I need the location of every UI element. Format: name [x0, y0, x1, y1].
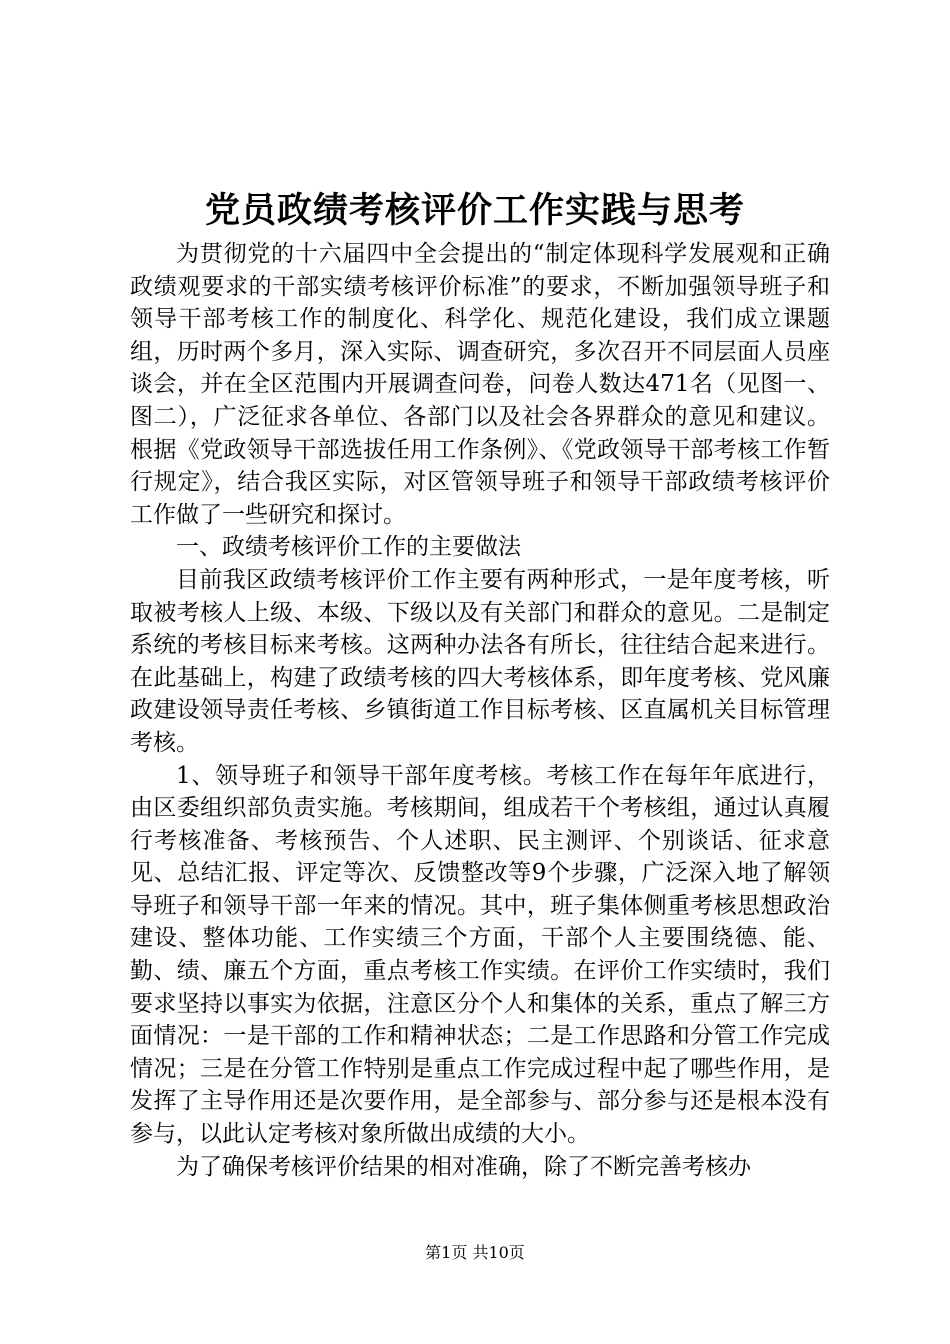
paragraph: 为贯彻党的十六届四中全会提出的“制定体现科学发展观和正确政绩观要求的干部实绩考核评价标准”的要求，不断加强领导班子和领导干部考核工作的制度化、科学化、规范化建设，我们成立课题组，历时两个多月，深入实际、调查研究，多次召开不同层面人员座谈会，并在全区范围内开展调查问卷，问卷人数达471名（见图一、图二），广泛征求各单位、各部门以及社会各界群众的意见和建议。根据《党政领导干部选拔任用工作条例》、《党政领导干部考核工作暂行规定》，结合我区实际，对区管领导班子和领导干部政绩考核评价工作做了一些研究和探讨。 [130, 241, 830, 528]
section-heading: 一、政绩考核评价工作的主要做法 [176, 534, 521, 561]
paragraph: 为了确保考核评价结果的相对准确，除了不断完善考核办 [176, 1153, 751, 1180]
document-title: 党员政绩考核评价工作实践与思考 [204, 190, 745, 231]
page-number-footer: 第1页 共10页 [425, 1243, 525, 1262]
paragraph: 目前我区政绩考核评价工作主要有两种形式，一是年度考核，听取被考核人上级、本级、下级以及有关部门和群众的意见。二是制定系统的考核目标来考核。这两种办法各有所长，往往结合起来进行。在此基础上，构建了政绩考核的四大考核体系，即年度考核、党风廉政建设领导责任考核、乡镇街道工作目标考核、区直属机关目标管理考核。 [130, 566, 830, 756]
paragraph: 1、领导班子和领导干部年度考核。考核工作在每年年底进行，由区委组织部负责实施。考核期间，组成若干个考核组，通过认真履行考核准备、考核预告、个人述职、民主测评、个别谈话、征求意见、总结汇报、评定等次、反馈整改等9个步骤，广泛深入地了解领导班子和领导干部一年来的情况。其中，班子集体侧重考核思想政治建设、整体功能、工作实绩三个方面，干部个人主要围绕德、能、勤、绩、廉五个方面，重点考核工作实绩。在评价工作实绩时，我们要求坚持以事实为依据，注意区分个人和集体的关系，重点了解三方面情况：一是干部的工作和精神状态；二是工作思路和分管工作完成情况；三是在分管工作特别是重点工作完成过程中起了哪些作用，是发挥了主导作用还是次要作用，是全部参与、部分参与还是根本没有参与，以此认定考核对象所做出成绩的大小。 [130, 762, 830, 1148]
document-body [130, 238, 830, 1183]
